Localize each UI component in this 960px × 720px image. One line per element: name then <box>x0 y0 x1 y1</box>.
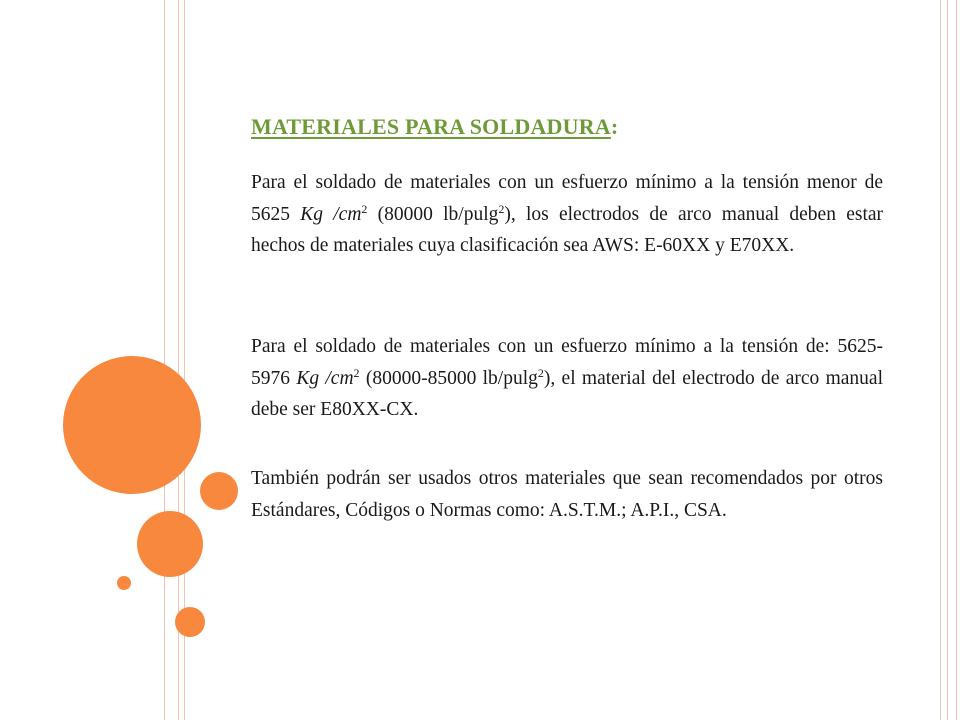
decor-circle-small-2 <box>175 607 205 637</box>
paragraph-2-exponent-2: 2 <box>537 365 544 380</box>
paragraph-2-exponent: 2 <box>353 365 360 380</box>
paragraph-2-unit: Kg /cm <box>296 367 354 389</box>
slide-title <box>251 114 618 140</box>
paragraph-1-exponent-2: 2 <box>498 201 505 216</box>
paragraph-2-part-2: (80000-85000 lb/pulg <box>359 367 538 389</box>
paragraph-2-part-1: Para el soldado de materiales con un esfuerzo mínimo a la tensión de: 5625- 5976 <box>251 336 883 389</box>
paragraph-1-exponent: 2 <box>361 201 368 216</box>
decor-line-right-1 <box>940 0 941 720</box>
slide-title-colon: : <box>610 114 619 139</box>
paragraph-1-part-2: (80000 lb/pulg <box>367 203 499 225</box>
decor-circle-medium <box>137 511 203 577</box>
paragraph-1-part-1: Para el soldado de materiales con un esfuerzo mínimo a la tensión menor de 5625 <box>251 172 883 225</box>
paragraph-1 <box>251 167 883 262</box>
paragraph-3: También podrán ser usados otros materiales que sean recomendados por otros Estándares, Códigos o Normas como: A.S.T.M.; A.P.I., CSA. <box>251 468 883 521</box>
decor-circle-large <box>63 356 201 494</box>
paragraph-2 <box>251 331 883 426</box>
decor-circle-dot <box>117 576 131 590</box>
decor-line-left-1 <box>164 0 165 720</box>
decor-circle-small-1 <box>200 472 238 510</box>
decor-line-right-2 <box>947 0 948 720</box>
decor-line-right-3 <box>956 0 957 720</box>
paragraph-1-unit: Kg /cm <box>300 203 362 225</box>
paragraph-2-part-3: ), el material del electrodo de arco manual debe ser E80XX-CX. <box>251 367 884 420</box>
slide-title-text: MATERIALES PARA SOLDADURA <box>251 114 611 139</box>
paragraph-1-part-3: ), los electrodos de arco manual deben estar hechos de materiales cuya clasificación sea AWS: E-60XX y E70XX. <box>251 203 884 256</box>
